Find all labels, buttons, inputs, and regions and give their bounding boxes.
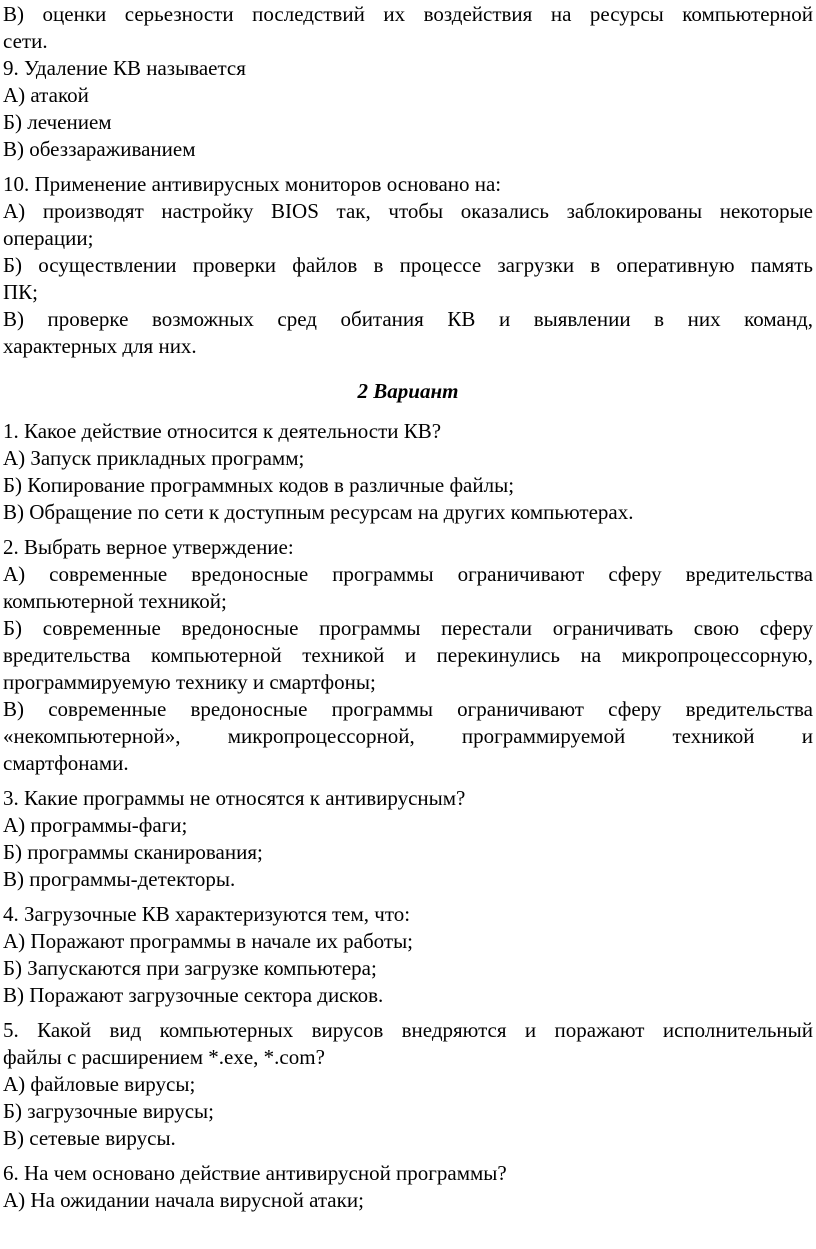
v2-question-4: [3, 901, 813, 1009]
answer-line: В) оценки серьезности последствий их воздействия на ресурсы компьютерной: [3, 2, 813, 26]
answer-b: Б) лечением: [3, 110, 112, 134]
question-10: [3, 171, 813, 360]
question-text: 6. На чем основано действие антивирусной программы?: [3, 1161, 507, 1185]
question-text: 2. Выбрать верное утверждение:: [3, 535, 294, 559]
variant-heading: 2 Вариант: [357, 379, 459, 403]
question-text: 3. Какие программы не относятся к антивирусным?: [3, 786, 466, 810]
prev-question-answer-c: [3, 1, 813, 55]
answer-b: Б) Запускаются при загрузке компьютера;: [3, 956, 377, 980]
v2-question-3: [3, 785, 813, 893]
answer-b: Б) современные вредоносные программы перестали ограничивать свою сферу: [3, 616, 813, 640]
v2-question-6: [3, 1160, 813, 1214]
answer-a: А) Запуск прикладных программ;: [3, 446, 305, 470]
answer-a: А) атакой: [3, 83, 89, 107]
answer-a: А) современные вредоносные программы ограничивают сферу вредительства: [3, 562, 813, 586]
answer-c-cont: характерных для них.: [3, 334, 197, 358]
answer-a-cont: компьютерной техникой;: [3, 589, 227, 613]
answer-line: сети.: [3, 29, 48, 53]
answer-c: В) Поражают загрузочные сектора дисков.: [3, 983, 384, 1007]
question-text: 5. Какой вид компьютерных вирусов внедряются и поражают исполнительный: [3, 1018, 813, 1042]
answer-b: Б) осуществлении проверки файлов в процессе загрузки в оперативную память: [3, 253, 813, 277]
answer-c: В) проверке возможных сред обитания КВ и выявлении в них команд,: [3, 307, 813, 331]
answer-a-cont: операции;: [3, 226, 94, 250]
question-text: 4. Загрузочные КВ характеризуются тем, что:: [3, 902, 411, 926]
question-text-cont: файлы с расширением *.exe, *.com?: [3, 1045, 325, 1069]
answer-c: В) программы-детекторы.: [3, 867, 236, 891]
answer-b-cont: вредительства компьютерной техникой и перекинулись на микропроцессорную,: [3, 643, 813, 667]
question-text: 10. Применение антивирусных мониторов основано на:: [3, 172, 502, 196]
answer-b-cont: ПК;: [3, 280, 39, 304]
answer-a: А) программы-фаги;: [3, 813, 188, 837]
answer-a: А) производят настройку BIOS так, чтобы оказались заблокированы некоторые: [3, 199, 813, 223]
question-text: 9. Удаление КВ называется: [3, 56, 246, 80]
answer-c: В) сетевые вирусы.: [3, 1126, 176, 1150]
answer-c: В) современные вредоносные программы ограничивают сферу вредительства: [3, 697, 813, 721]
answer-c-cont: смартфонами.: [3, 751, 129, 775]
answer-b-cont: программируемую технику и смартфоны;: [3, 670, 376, 694]
v2-question-1: [3, 418, 813, 526]
v2-question-5: [3, 1017, 813, 1152]
v2-question-2: [3, 534, 813, 777]
answer-a: А) На ожидании начала вирусной атаки;: [3, 1188, 364, 1212]
answer-a: А) файловые вирусы;: [3, 1072, 196, 1096]
answer-a: А) Поражают программы в начале их работы;: [3, 929, 414, 953]
answer-b: Б) Копирование программных кодов в различные файлы;: [3, 473, 515, 497]
answer-c: В) Обращение по сети к доступным ресурсам на других компьютерах.: [3, 500, 634, 524]
answer-b: Б) загрузочные вирусы;: [3, 1099, 215, 1123]
question-text: 1. Какое действие относится к деятельности КВ?: [3, 419, 442, 443]
answer-b: Б) программы сканирования;: [3, 840, 263, 864]
answer-c: В) обеззараживанием: [3, 137, 196, 161]
answer-c-cont: «некомпьютерной», микропроцессорной, программируемой техникой и: [3, 724, 813, 748]
question-9: [3, 55, 813, 163]
